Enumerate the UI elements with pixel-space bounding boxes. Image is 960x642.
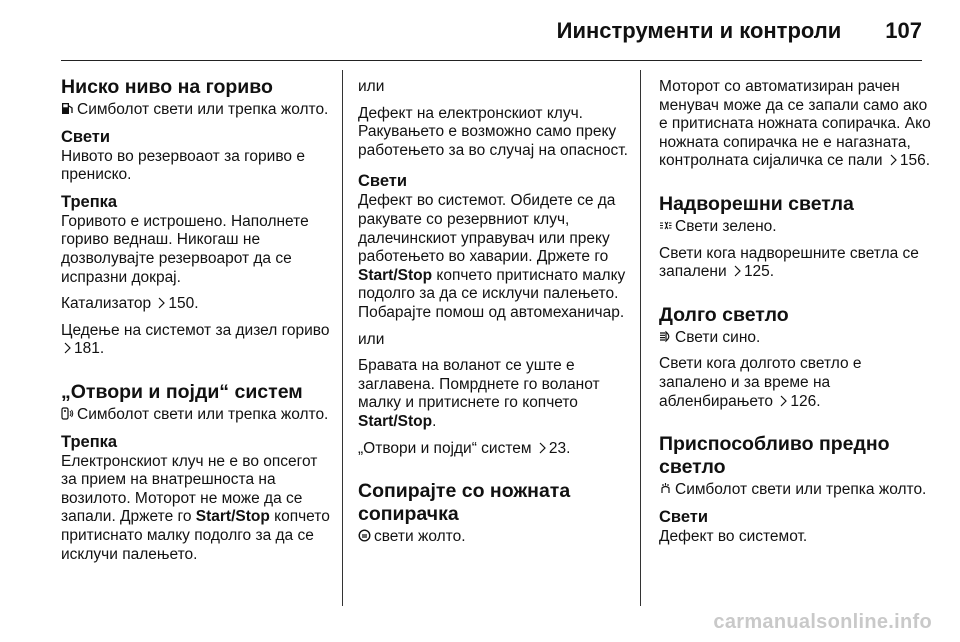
adaptive-light-symbol-text [659,481,931,500]
low-fuel-trepka-heading: Трепка [61,192,118,211]
high-beam-text-body: Свети кога долгото светло е запалено и за време на абленбирањето [659,355,862,410]
adaptive-light-sveti-text: Дефект во системот. [659,527,808,545]
high-beam-symbol-text [659,329,931,348]
column-1 [61,76,331,572]
key-fault-text: Дефект на електронскиот клуч. Ракувањето е возможно само преку работењето за во случај на опасност. [358,104,628,159]
system-fault-text-b: копчето притиснато малку подолго за да се исклучи палењето. Побарајте помош од автомеханичар. [358,266,626,321]
exterior-lights-page-link[interactable]: 125. [743,263,775,281]
header-rule [61,60,922,61]
or-label-1: или [358,78,385,95]
exterior-lights-icon [659,219,672,232]
spacer [659,290,931,304]
fuel-pump-icon [61,102,74,115]
adaptive-light-icon [659,482,672,495]
automated-gearbox-page-link[interactable]: 156. [899,152,931,170]
steering-lock-text [358,357,628,431]
page-number: 107 [885,18,922,43]
page-reference-arrow-icon [733,265,742,277]
open-go-page-link[interactable]: 23. [548,439,571,457]
key-signal-icon [61,407,74,420]
page-header [557,18,922,44]
spacer [659,419,931,433]
or-label-2: или [358,330,385,348]
page-reference-arrow-icon [63,342,72,354]
open-go-trepka-text-b: копчето притиснато малку подолго за да се исклучи палењето. [61,508,330,563]
section-open-go-title: „Отвори и појди“ систем [61,380,303,403]
start-stop-label: Start/Stop [358,412,433,430]
diesel-drain-page-link[interactable]: 181. [74,340,105,358]
key-sveti-heading: Свети [358,172,408,191]
section-low-fuel-title: Ниско ниво на гориво [61,76,273,98]
column-3 [659,78,931,554]
open-go-trepka-text-a: Електронскиот клуч не е во опсегот за прием на внатрешноста на возилото. Моторот не може да се запали. Држете го [61,452,318,526]
exterior-lights-symbol-text [659,218,931,237]
spacer [358,466,628,480]
open-go-reference [358,440,628,459]
exterior-lights-text [659,245,931,282]
section-exterior-lights-title: Надворешни светла [659,192,854,215]
open-go-symbol-text [61,406,331,425]
brake-pedal-icon [358,529,371,542]
low-fuel-sveti-text: Нивото во резервоаот за гориво е прениско. [61,147,305,184]
low-fuel-sveti-heading: Свети [61,127,111,146]
foot-brake-symbol-label: свети жолто. [374,528,466,546]
page-reference-arrow-icon [779,395,788,407]
open-go-reference-label: „Отвори и појди“ систем [358,439,532,457]
high-beam-text [659,355,931,411]
adaptive-light-symbol-label: Симболот свети или трепка жолто. [675,481,927,499]
start-stop-label: Start/Stop [358,266,433,284]
open-go-symbol-label: Симболот свети или трепка жолто. [77,405,329,423]
header-title: Иинструменти и контроли [556,18,842,43]
high-beam-symbol-label: Свети сино. [675,328,761,346]
open-go-trepka-heading: Трепка [61,432,118,451]
page-reference-arrow-icon [157,297,166,309]
system-fault-text-a: Дефект во системот. Обидете се да ракувате со резервниот клуч, далечинскиот управувач или преку работењето во хаварии. Држете го [358,192,616,266]
low-fuel-symbol-text [61,101,331,120]
section-adaptive-light-title: Приспособливо предно светло [659,433,890,479]
column-divider-1 [342,70,343,606]
page-reference-arrow-icon [538,442,547,454]
exterior-lights-text-body: Свети кога надворешните светла се запалени [659,244,919,281]
catalyst-page-link[interactable]: 150. [168,295,199,313]
start-stop-label: Start/Stop [195,508,270,526]
low-fuel-symbol-label: Симболот свети или трепка жолто. [77,101,329,118]
spacer [61,367,331,381]
page-reference-arrow-icon [889,154,898,166]
automated-gearbox-text-body: Моторот со автоматизиран рачен менувач може да се запали само ако е притисната ножната сопирачка. Ако ножната сопирачка не е нагазната, контролната сијаличка се пали [659,78,931,170]
diesel-drain-reference [61,322,331,359]
open-go-trepka-text [61,453,331,565]
catalyst-label: Катализатор [61,295,152,313]
section-foot-brake-title: Сопирајте со ножната сопирачка [358,480,571,526]
steering-lock-text-b: . [432,412,437,430]
catalyst-reference [61,295,331,314]
foot-brake-symbol-text [358,528,628,547]
spacer [659,179,931,193]
column-divider-2 [640,70,641,606]
watermark: carmanualsonline.info [713,611,932,633]
section-high-beam-title: Долго светло [659,303,789,326]
column-2 [358,78,628,555]
adaptive-light-sveti-heading: Свети [659,507,709,526]
high-beam-page-link[interactable]: 126. [790,392,821,410]
automated-gearbox-text [659,78,931,171]
diesel-drain-label: Цедење на системот за дизел гориво [61,321,330,339]
exterior-lights-symbol-label: Свети зелено. [675,217,777,235]
high-beam-icon [659,330,672,343]
low-fuel-trepka-text: Горивото е истрошено. Наполнете гориво веднаш. Никогаш не дозволувајте резервоарот да се испразни докрај. [61,212,309,286]
steering-lock-text-a: Бравата на воланот се уште е заглавена. Помрднете го воланот малку и притиснете го копчето [358,357,600,412]
system-fault-text [358,192,628,322]
